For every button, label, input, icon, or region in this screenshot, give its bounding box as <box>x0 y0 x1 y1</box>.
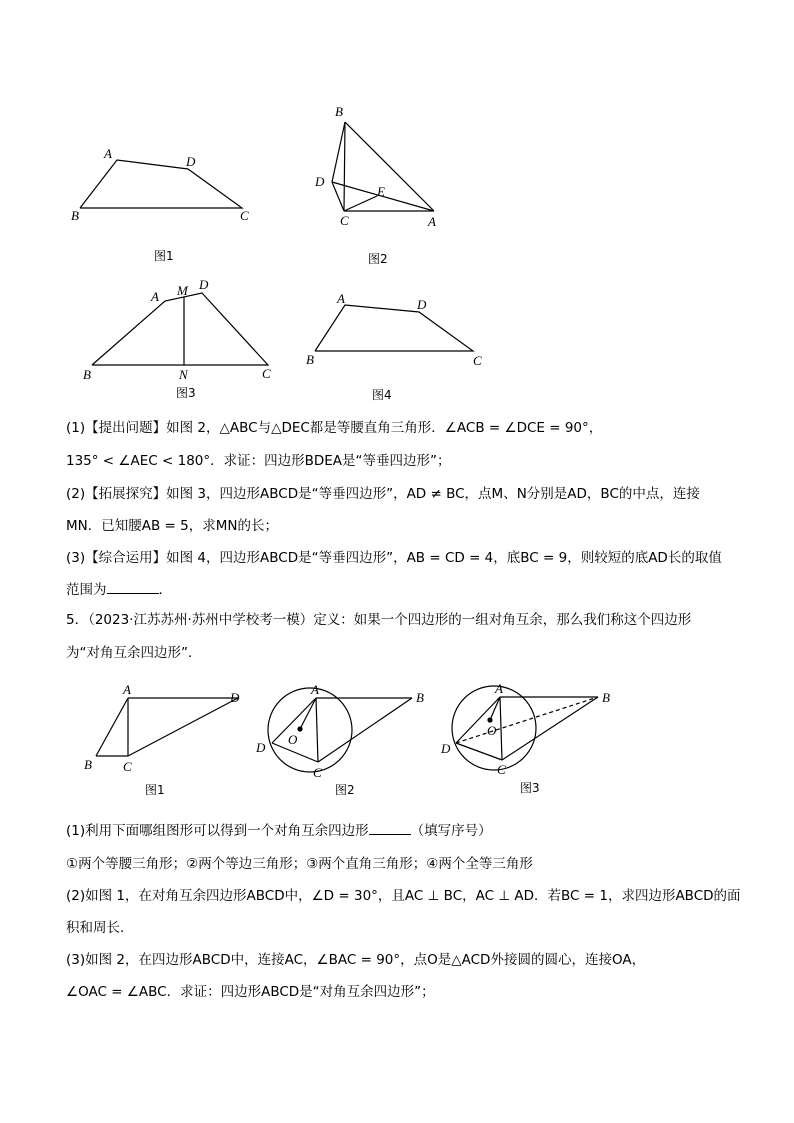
label-D: D <box>199 277 209 292</box>
q5-part1-suffix: （填写序号） <box>410 823 492 839</box>
q4-part3-suffix: ． <box>158 582 172 598</box>
q5-figure-1-diagram <box>80 680 250 810</box>
q4-figure-3-diagram <box>80 275 280 405</box>
q5-figure-3-diagram <box>438 680 628 805</box>
q5-intro-line2: 为“对角互余四边形”． <box>66 645 202 661</box>
q4-part3-prefix: 范围为 <box>66 582 107 598</box>
label-N: N <box>179 367 188 382</box>
label-B: B <box>71 208 79 223</box>
label-A: A <box>151 289 159 304</box>
circumcircle <box>268 688 352 772</box>
figure-caption: 图1 <box>145 783 165 797</box>
q5-options: ①两个等腰三角形；②两个等边三角形；③两个直角三角形；④两个全等三角形 <box>66 856 533 872</box>
label-D: D <box>441 741 451 756</box>
q5-part2-line1: (2)如图 1，在对角互余四边形ABCD中，∠D = 30°，且AC ⊥ BC，AC ⊥ AD．若BC = 1，求四边形ABCD的面 <box>66 888 741 904</box>
quadrilateral-abcd <box>92 293 268 365</box>
figure-caption: 图2 <box>368 252 388 266</box>
q4-part2-line2: MN．已知腰AB = 5，求MN的长； <box>66 518 278 534</box>
label-C: C <box>262 366 271 381</box>
quadrilateral-abcd <box>315 305 473 351</box>
label-B: B <box>416 690 424 705</box>
q5-part2-line2: 积和周长． <box>66 920 134 936</box>
q4-part2-line1: (2)【拓展探究】如图 3，四边形ABCD是“等垂四边形”，AD ≠ BC，点M、N分别是AD，BC的中点，连接 <box>66 486 700 502</box>
q4-part1-line1: (1)【提出问题】如图 2，△ABC与△DEC都是等腰直角三角形．∠ACB = ∠DCE = 90°， <box>66 420 603 436</box>
label-O: O <box>487 723 497 738</box>
answer-blank <box>369 822 411 835</box>
label-C: C <box>123 759 132 774</box>
figure-caption: 图3 <box>176 386 196 400</box>
answer-blank <box>107 581 159 594</box>
label-O: O <box>288 732 298 747</box>
label-D: D <box>256 740 266 755</box>
q5-figure-3 <box>438 680 628 809</box>
figure-caption: 图4 <box>372 388 392 402</box>
label-B: B <box>83 367 91 382</box>
label-C: C <box>240 208 249 223</box>
q4-part3-line1: (3)【综合运用】如图 4，四边形ABCD是“等垂四边形”，AB = CD = 4，底BC = 9，则较短的底AD长的取值 <box>66 550 722 566</box>
label-E: E <box>377 184 385 199</box>
label-A: A <box>337 291 345 306</box>
label-D: D <box>417 297 427 312</box>
label-C: C <box>497 762 506 777</box>
label-C: C <box>340 213 349 228</box>
q5-intro-line1: 5．（2023·江苏苏州·苏州中学校考一模）定义：如果一个四边形的一组对角互余，那么我们称这个四边形 <box>66 612 692 628</box>
q4-figure-4-diagram <box>305 285 495 405</box>
q4-part1-line2: 135° < ∠AEC < 180°．求证：四边形BDEA是“等垂四边形”； <box>66 453 451 469</box>
label-C: C <box>473 353 482 368</box>
label-B: B <box>306 352 314 367</box>
figure-caption: 图3 <box>520 781 540 795</box>
q5-figure-2-diagram <box>252 680 442 805</box>
quadrilateral-abcd <box>80 160 242 208</box>
q5-part1-prefix: (1)利用下面哪组图形可以得到一个对角互余四边形 <box>66 823 369 839</box>
label-A: A <box>123 682 131 697</box>
label-M: M <box>177 283 188 298</box>
q4-figure-4 <box>305 285 495 409</box>
label-A: A <box>428 214 436 229</box>
label-A: A <box>104 146 112 161</box>
figure-caption: 图2 <box>335 783 355 797</box>
label-B: B <box>602 690 610 705</box>
q5-figure-1 <box>80 680 250 814</box>
label-A: A <box>495 681 503 696</box>
q4-figure-1 <box>70 140 260 274</box>
q5-part3-line1: (3)如图 2，在四边形ABCD中，连接AC，∠BAC = 90°，点O是△ACD外接圆的圆心，连接OA， <box>66 952 646 968</box>
q4-figure-2 <box>310 100 450 274</box>
center-point <box>297 726 302 731</box>
q4-part3-line2 <box>66 581 172 599</box>
q5-part1 <box>66 822 492 840</box>
center-point <box>487 717 492 722</box>
q4-figure-3 <box>80 275 280 409</box>
q5-figure-2 <box>252 680 442 809</box>
label-D: D <box>315 174 325 189</box>
label-B: B <box>84 757 92 772</box>
figure-caption: 图1 <box>154 249 174 263</box>
q4-figure-1-diagram <box>70 140 260 270</box>
label-D: D <box>186 154 196 169</box>
label-B: B <box>335 104 343 119</box>
q4-figure-2-diagram <box>310 100 450 270</box>
label-D: D <box>230 690 240 705</box>
q5-part3-line2: ∠OAC = ∠ABC．求证：四边形ABCD是“对角互余四边形”； <box>66 984 435 1000</box>
label-A: A <box>311 682 319 697</box>
label-C: C <box>313 765 322 780</box>
